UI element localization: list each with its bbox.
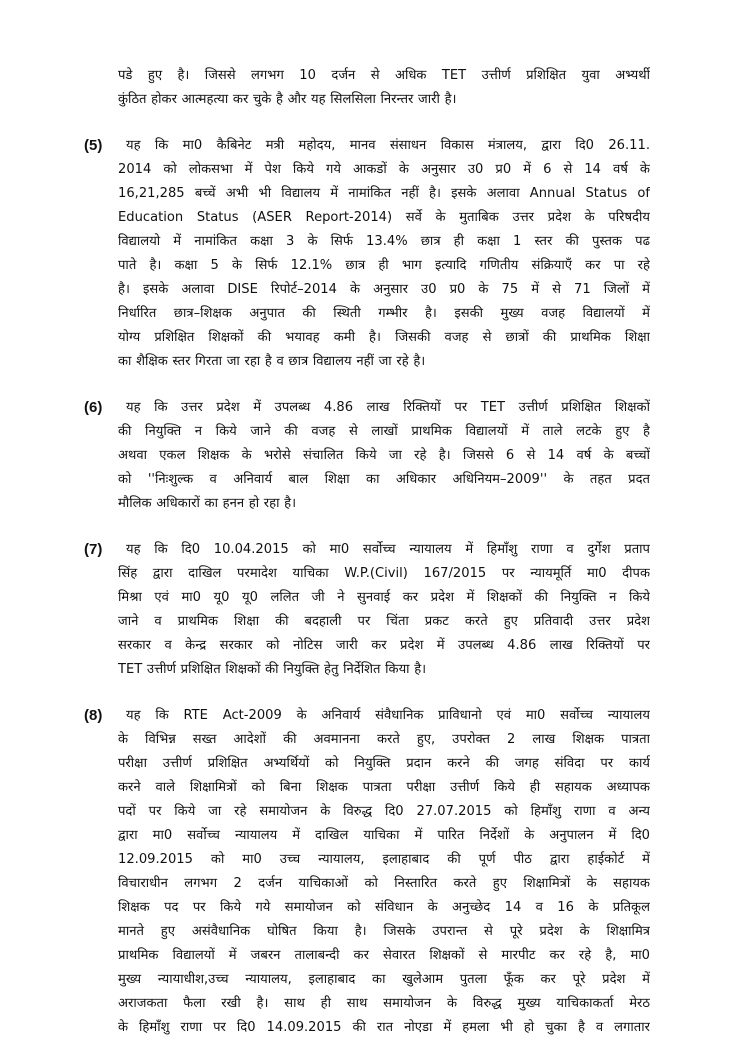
text-line: अराजकता फैला रखी है। साथ ही साथ समायोजन के विरुद्ध मुख्य याचिकाकर्ता मेरठ (118, 996, 650, 1011)
text-line: विद्यालयो में नामांकित कक्षा 3 के सिर्फ 13.4% छात्र ही कक्षा 1 स्तर की पुस्तक पढ (118, 234, 650, 249)
text-line: Education Status (ASER Report-2014) सर्वे के मुताबिक उत्तर प्रदेश के परिषदीय (118, 210, 650, 225)
clause-number: (8) (84, 707, 103, 724)
text-line: निर्धारित छात्र–शिक्षक अनुपात की स्थिती गम्भीर है। इसकी मुख्य वजह विद्यालयों में (118, 306, 650, 321)
text-line: 12.09.2015 को मा0 उच्च न्यायालय, इलाहाबाद की पूर्ण पीठ द्वारा हाईकोर्ट में (118, 852, 650, 867)
text-line: के विभिन्न सख्त आदेशों की अवमानना करते हुए, उपरोक्त 2 लाख शिक्षक पात्रता (118, 732, 650, 747)
intro-paragraph (118, 64, 650, 112)
text-line: मौलिक अधिकारों का हनन हो रहा है। (118, 496, 297, 511)
text-line: सिंह द्वारा दाखिल परमादेश याचिका W.P.(Civil) 167/2015 पर न्यायमूर्ति मा0 दीपक (118, 566, 650, 581)
text-line: के हिमाँशु राणा पर दि0 14.09.2015 की रात नोएडा में हमला भी हो चुका है व लगातार (118, 1020, 650, 1035)
clause-8 (84, 704, 650, 1040)
text-line: सरकार व केन्द्र सरकार को नोटिस जारी कर प्रदेश में उपलब्ध 4.86 लाख रिक्तियों पर (118, 638, 650, 653)
clause-number: (5) (84, 137, 103, 154)
text-line: TET उत्तीर्ण प्रशिक्षित शिक्षकों की नियुक्ति हेतु निर्देशित किया है। (118, 662, 427, 677)
text-line: प्राथमिक विद्यालयों में जबरन तालाबन्दी कर सेवारत शिक्षकों से मारपीट कर रहे है, मा0 (118, 948, 650, 963)
text-line: है। इसके अलावा DISE रिपोर्ट–2014 के अनुसार उ0 प्र0 के 75 में से 71 जिलों में (118, 282, 650, 297)
text-line: अथवा एकल शिक्षक के भरोसे संचालित किये जा रहे है। जिससे 6 से 14 वर्ष के बच्चों (118, 448, 650, 463)
text-line: पाते है। कक्षा 5 के सिर्फ 12.1% छात्र ही भाग इत्यादि गणितीय संक्रियाएँ कर पा रहे (118, 258, 650, 273)
text-line: परीक्षा उत्तीर्ण प्रशिक्षित अभ्यर्थियों को नियुक्ति प्रदान करने की जगह संविदा पर कार्य (118, 756, 650, 771)
text-line: विचाराधीन लगभग 2 दर्जन याचिकाओं को निस्तारित करते हुए शिक्षामित्रों के सहायक (118, 876, 650, 891)
text-line: शिक्षक पद पर किये गये समायोजन को संविधान के अनुच्छेद 14 व 16 के प्रतिकूल (118, 900, 650, 915)
text-line: 16,21,285 बच्चें अभी भी विद्यालय में नामांकित नहीं है। इसके अलावा Annual Status of (118, 186, 650, 201)
text-line: कुंठित होकर आत्महत्या कर चुके है और यह सिलसिला निरन्तर जारी है। (118, 92, 457, 107)
text-line: का शैक्षिक स्तर गिरता जा रहा है व छात्र विद्यालय नहीं जा रहे है। (118, 354, 426, 369)
text-line: पदों पर किये जा रहे समायोजन के विरुद्ध दि0 27.07.2015 को हिमाँशु राणा व अन्य (118, 804, 650, 819)
text-line: द्वारा मा0 सर्वोच्च न्यायालय में दाखिल याचिका में पारित निर्देशों के अनुपालन में दि0 (118, 828, 650, 843)
text-line: यह कि दि0 10.04.2015 को मा0 सर्वोच्च न्यायालय में हिमाँशु राणा व दुर्गेश प्रताप (126, 542, 650, 557)
text-line: पडे हुए है। जिससे लगभग 10 दर्जन से अधिक TET उत्तीर्ण प्रशिक्षित युवा अभ्यर्थी (118, 68, 650, 83)
text-line: मिश्रा एवं मा0 यू0 यू0 ललित जी ने सुनवाई कर प्रदेश में शिक्षकों की नियुक्ति न किये (118, 590, 650, 605)
clause-number: (6) (84, 399, 103, 416)
clause-6 (84, 396, 650, 516)
text-line: 2014 को लोकसभा में पेश किये गये आकडों के अनुसार उ0 प्र0 में 6 से 14 वर्ष के (118, 162, 650, 177)
text-line: को ''निःशुल्क व अनिवार्य बाल शिक्षा का अधिकार अधिनियम–2009'' के तहत प्रदत (118, 472, 650, 487)
text-line: मानते हुए असंवैधानिक घोषित किया है। जिसके उपरान्त से पूरे प्रदेश के शिक्षामित्र (118, 924, 650, 939)
text-line: योग्य प्रशिक्षित शिक्षकों की भयावह कमी है। जिसकी वजह से छात्रों की प्राथमिक शिक्षा (118, 330, 650, 345)
clause-5 (84, 134, 650, 374)
text-line: मुख्य न्यायाधीश,उच्च न्यायालय, इलाहाबाद का खुलेआम पुतला फूँक कर पूरे प्रदेश में (118, 972, 650, 987)
clause-7 (84, 538, 650, 682)
text-line: यह कि RTE Act-2009 के अनिवार्य संवैधानिक प्राविधानो एवं मा0 सर्वोच्च न्यायालय (126, 708, 650, 723)
clause-number: (7) (84, 541, 103, 558)
text-line: करने वाले शिक्षामित्रों को बिना शिक्षक पात्रता परीक्षा उत्तीर्ण किये ही सहायक अध्यापक (118, 780, 650, 795)
text-line: की नियुक्ति न किये जाने की वजह से लाखों प्राथमिक विद्यालयों में ताले लटके हुए है (118, 424, 650, 439)
text-line: यह कि मा0 कैबिनेट मत्री महोदय, मानव संसाधन विकास मंत्रालय, द्वारा दि0 26.11. (126, 138, 650, 153)
text-line: यह कि उत्तर प्रदेश में उपलब्ध 4.86 लाख रिक्तियों पर TET उत्तीर्ण प्रशिक्षित शिक्षकों (126, 400, 650, 415)
text-line: जाने व प्राथमिक शिक्षा की बदहाली पर चिंता प्रकट करते हुए प्रतिवादी उत्तर प्रदेश (118, 614, 650, 629)
